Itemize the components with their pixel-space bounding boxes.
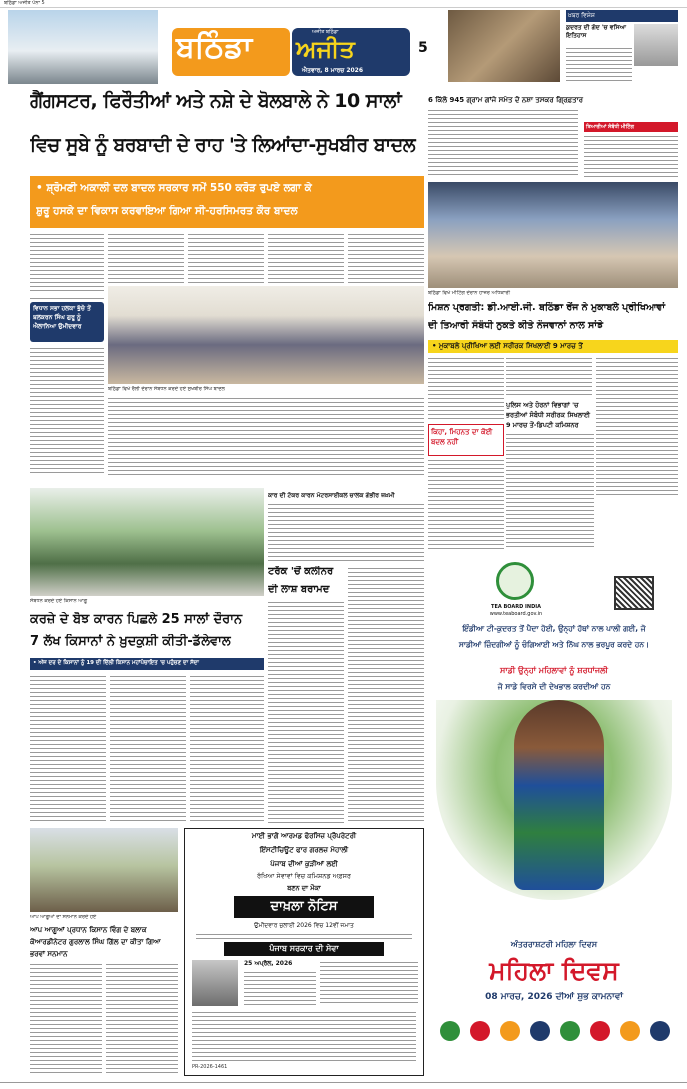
right-head-2-line2: ਦੀ ਤਿਆਰੀ ਸੰਬੰਧੀ ਨੁਕਤੇ ਕੀਤੇ ਨੌਜਵਾਨਾਂ ਨਾਲ ਸਾਂਝੇ [428, 320, 604, 331]
partner-logo-8 [650, 1021, 670, 1041]
lead-text-col-1c [30, 346, 104, 476]
lead-text-bottom [108, 396, 424, 476]
lead-photo-caption: ਬਠਿੰਡਾ ਵਿਖੇ ਰੈਲੀ ਦੌਰਾਨ ਸੰਬੋਧਨ ਕਰਦੇ ਹੋਏ ਸੁਖਬੀਰ ਸਿੰਘ ਬਾਦਲ [108, 386, 225, 392]
notice-eligibility: ਉਮੀਦਵਾਰ ਜੁਲਾਈ 2026 ਵਿਚ 12ਵੀਂ ਜਮਾਤ [254, 922, 354, 929]
notice-org-5: ਬਣਨ ਦਾ ਮੌਕਾ [287, 884, 321, 892]
tea-logo [496, 562, 534, 600]
top-strip-text: ਬਠਿੰਡਾ ਅਜੀਤ ਪੰਨਾ 5 [4, 0, 45, 6]
tea-wishes: 08 ਮਾਰਚ, 2026 ਦੀਆਂ ਸ਼ੁਭ ਕਾਮਨਾਵਾਂ [485, 992, 623, 1002]
right-head-2-sub: • ਮੁਕਾਬਲੇ ਪ੍ਰੀਖਿਆ ਲਈ ਸਰੀਰਕ ਸਿਖਲਾਈ 9 ਮਾਰਚ ਤੋਂ [428, 340, 678, 353]
header-portrait [634, 24, 678, 66]
masthead-left-title: ਬਠਿੰਡਾ [176, 30, 253, 65]
tea-text-2: ਸਾਡੀਆਂ ਜ਼ਿੰਦਗੀਆਂ ਨੂੰ ਚੰਗਿਆਈ ਅਤੇ ਨਿੱਘ ਨਾਲ ਭਰਪੂਰ ਕਰਦੇ ਹਨ। [458, 640, 650, 649]
notice-photo [192, 960, 238, 1006]
tea-right-logo [614, 576, 654, 610]
lead-text-col-3 [188, 232, 264, 284]
right-head-3: ਪੁਲਿਸ ਅਤੇ ਹੋਰਨਾਂ ਵਿਭਾਗਾਂ 'ਚ ਭਰਤੀਆਂ ਸੰਬੰਧੀ ਸਰੀਰਕ ਸਿਖਲਾਈ 9 ਮਾਰਚ ਤੋਂ-ਡਿਪਟੀ ਕਮਿਸ਼ਨਰ [506, 401, 591, 429]
truck-head-line2: ਦੀ ਲਾਸ਼ ਬਰਾਮਦ [268, 584, 330, 595]
lead-sidebox-text: ਵਿਧਾਨ ਸਭਾ ਹਲਕਾ ਭੁੱਚੋ ਤੋਂ ਬਲਕਰਨ ਸਿੰਘ ਗੁਰੂ ਨੂੰ ਐਲਾਨਿਆ ਉਮੀਦਵਾਰ [33, 305, 91, 330]
partner-logo-3 [500, 1021, 520, 1041]
right-head-2-line1: ਮਿਸ਼ਨ ਪ੍ਰਗਤੀ: ਡੀ.ਆਈ.ਜੀ. ਬਠਿੰਡਾ ਰੇਂਜ ਨੇ ਮੁਕਾਬਲੇ ਪ੍ਰੀਖਿਆਵਾਂ [428, 302, 666, 313]
top-strip [0, 0, 687, 8]
header-right-text [566, 46, 632, 84]
notice-banner: ਪੰਜਾਬ ਸਰਕਾਰ ਦੀ ਸੇਵਾ [224, 942, 384, 956]
right-side-note: ਕਿਹਾ, ਮਿਹਨਤ ਦਾ ਕੋਈ ਬਦਲ ਨਹੀਂ [428, 424, 504, 456]
middle-small-head: ਕਾਰ ਦੀ ਟੱਕਰ ਕਾਰਨ ਮੋਟਰਸਾਈਕਲ ਚਾਲਕ ਗੰਭੀਰ ਜ਼ਖ਼ਮੀ [268, 492, 395, 499]
lead-subhead-1: • ਸ਼੍ਰੋਮਣੀ ਅਕਾਲੀ ਦਲ ਬਾਦਲ ਸਰਕਾਰ ਸਮੇਂ 550 ਕਰੋੜ ਰੁਪਏ ਲਗਾ ਕੇ [36, 182, 312, 194]
tea-website: www.teaboard.gov.in [489, 611, 543, 617]
farmer-head-1: ਕਰਜ਼ੇ ਦੇ ਬੋਝ ਕਾਰਨ ਪਿਛਲੇ 25 ਸਾਲਾਂ ਦੌਰਾਨ [30, 612, 243, 627]
right-text-4 [506, 356, 592, 396]
partner-logo-7 [620, 1021, 640, 1041]
farmer-head-2: 7 ਲੱਖ ਕਿਸਾਨਾਂ ਨੇ ਖ਼ੁਦਕੁਸ਼ੀ ਕੀਤੀ-ਡੱਲੇਵਾਲ [30, 634, 231, 649]
right-text-5 [596, 356, 678, 496]
farmer-text-c [190, 674, 264, 824]
page-number: 5 [418, 40, 428, 56]
notice-title: ਦਾਖ਼ਲਾ ਨੋਟਿਸ [234, 896, 374, 918]
header-left-photo [8, 10, 158, 84]
masthead [172, 28, 412, 78]
lead-text-col-4 [268, 232, 344, 284]
header-right-tag: ਖ਼ਬਰ ਵਿਸ਼ੇਸ਼ [566, 10, 678, 22]
tea-event: ਅੰਤਰਰਾਸ਼ਟਰੀ ਮਹਿਲਾ ਦਿਵਸ [510, 940, 598, 949]
farmer-photo [30, 488, 264, 596]
lead-text-col-5 [348, 232, 424, 284]
notice-text-1 [196, 932, 412, 940]
right-text-6 [428, 458, 504, 550]
bottom-rule [0, 1082, 687, 1083]
partner-logo-6 [590, 1021, 610, 1041]
lead-text-col-1 [30, 232, 104, 294]
partner-logo-5 [560, 1021, 580, 1041]
right-text-7 [506, 432, 594, 550]
tea-text-1: ਇੰਡੀਆ ਟੀ-ਕੁਦਰਤ ਤੋਂ ਪੈਦਾ ਹੋਈ, ਉਨ੍ਹਾਂ ਹੱਥਾਂ ਨਾਲ ਪਾਲੀ ਗਈ, ਜੋ [462, 624, 646, 633]
notice-org-2: ਇੰਸਟੀਚਿਊਟ ਫਾਰ ਗਰਲਜ਼ ਮੋਹਾਲੀ [259, 846, 349, 854]
notice-footer: PR-2026-1461 [192, 1064, 228, 1070]
header-right-photo [448, 10, 560, 82]
notice-org-4: ਰੱਖਿਆ ਸੇਵਾਵਾਂ ਵਿਚ ਕਮਿਸ਼ਨਡ ਅਫ਼ਸਰ [257, 872, 351, 880]
lead-text-col-1b [30, 296, 104, 300]
bottom-text-a [30, 962, 102, 1074]
bottom-photo [30, 828, 178, 912]
notice-text-2 [244, 970, 316, 1006]
middle-text-1 [268, 502, 424, 562]
partner-logo-4 [530, 1021, 550, 1041]
farmer-photo-caption: ਸੰਬੋਧਨ ਕਰਦੇ ਹੋਏ ਕਿਸਾਨ ਆਗੂ [30, 598, 88, 604]
notice-date: 25 ਅਪ੍ਰੈਲ, 2026 [244, 960, 293, 967]
truck-head-line1: ਟਰੱਕ 'ਚੋਂ ਕਲੀਨਰ [268, 566, 334, 577]
lead-subhead-2: ਸ਼ੁਰੂ ਹਸਕੇ ਦਾ ਵਿਕਾਸ ਕਰਵਾਇਆ ਗਿਆ ਸੀ-ਹਰਸਿਮਰਤ ਕੌਰ ਬਾਦਲ [36, 205, 298, 217]
right-head-1: 6 ਕਿੱਲੋ 945 ਗ੍ਰਾਮ ਗਾਂਜੇ ਸਮੇਤ ਦੋ ਨਸ਼ਾ ਤਸਕਰ ਗ੍ਰਿਫ਼ਤਾਰ [428, 96, 583, 104]
partner-logo-1 [440, 1021, 460, 1041]
issue-date: ਐਤਵਾਰ, 8 ਮਾਰਚ 2026 [302, 67, 364, 74]
right-group-photo [428, 182, 678, 288]
farmer-subhead: • ਅੱਜ ਦਰ ਦੇ ਕਿਸਾਨਾਂ ਨੂੰ 19 ਦੀ ਦਿੱਲੀ ਕਿਸਾਨ ਮਹਾਂਪੰਚਾਇਤ 'ਚ ਪਹੁੰਚਣ ਦਾ ਸੱਦਾ [30, 658, 264, 670]
bottom-photo-caption: ਆਪ ਆਗੂਆਂ ਦਾ ਸਨਮਾਨ ਕਰਦੇ ਹੋਏ [30, 914, 97, 920]
lead-headline-2: ਵਿਚ ਸੂਬੇ ਨੂੰ ਬਰਬਾਦੀ ਦੇ ਰਾਹ 'ਤੇ ਲਿਆਂਦਾ-ਸੁਖਬੀਰ ਬਾਦਲ [30, 134, 416, 156]
partner-logo-2 [470, 1021, 490, 1041]
masthead-right-title: ਅਜੀਤ [296, 34, 355, 63]
lead-photo [108, 286, 424, 384]
lead-headline-1: ਗੈਂਗਸਟਰ, ਫਿਰੌਤੀਆਂ ਅਤੇ ਨਸ਼ੇ ਦੇ ਬੋਲਬਾਲੇ ਨੇ 10 ਸਾਲਾਂ [30, 90, 402, 112]
tea-woman-figure [514, 700, 604, 890]
notice-text-4 [192, 1010, 416, 1062]
bottom-text-b [106, 962, 178, 1074]
right-photo-caption: ਬਠਿੰਡਾ ਵਿਖੇ ਮੀਟਿੰਗ ਦੌਰਾਨ ਹਾਜ਼ਰ ਅਧਿਕਾਰੀ [428, 290, 510, 296]
right-badge: ਤਿਆਰੀਆਂ ਸੰਬੰਧੀ ਮੀਟਿੰਗ [584, 122, 678, 132]
header-right-title: ਕੁਦਰਤ ਦੀ ਗੋਦ 'ਚ ਵਸਿਆ ਇਤਿਹਾਸ [566, 24, 626, 39]
truck-text-a [268, 600, 344, 824]
tea-org: TEA BOARD INDIA [491, 604, 541, 610]
bottom-head: ਆਪ ਆਗੂਆਂ ਪ੍ਰਧਾਨ ਕਿਸਾਨ ਵਿੰਗ ਦੇ ਬਲਾਕ ਕੋਆਰਡੀਨੇਟਰ ਗੁਰਲਾਲ ਸਿੰਘ ਗਿੱਲ ਦਾ ਕੀਤਾ ਗਿਆ ਭਰਵਾਂ ਸਨਮਾਨ [30, 926, 161, 958]
farmer-text-a [30, 674, 106, 824]
tea-big-title: ਮਹਿਲਾ ਦਿਵਸ [489, 956, 619, 985]
lead-text-col-2 [108, 232, 184, 284]
truck-text-b [348, 566, 424, 824]
tea-tribute-2: ਜੋ ਸਾਡੇ ਵਿਰਸੇ ਦੀ ਦੇਖਭਾਲ ਕਰਦੀਆਂ ਹਨ [497, 682, 611, 691]
farmer-text-b [110, 674, 186, 824]
tea-tribute-1: ਸਾਡੀ ਉਨ੍ਹਾਂ ਮਹਿਲਾਵਾਂ ਨੂੰ ਸ਼ਰਧਾਂਜਲੀ [500, 666, 608, 675]
notice-org-3: ਪੰਜਾਬ ਦੀਆਂ ਕੁੜੀਆਂ ਲਈ [270, 860, 338, 868]
right-text-1 [428, 108, 578, 178]
masthead-small: ਅਜੀਤ ਬਠਿੰਡਾ [312, 29, 339, 35]
tea-logo-strip [440, 1016, 670, 1046]
right-text-3 [428, 356, 504, 422]
notice-text-3 [320, 960, 418, 1006]
notice-org-1: ਮਾਈ ਭਾਗੋ ਆਰਮਡ ਫੋਰਸਿਜ਼ ਪ੍ਰੈਪਰੇਟਰੀ [251, 832, 357, 840]
right-text-2 [584, 134, 678, 180]
